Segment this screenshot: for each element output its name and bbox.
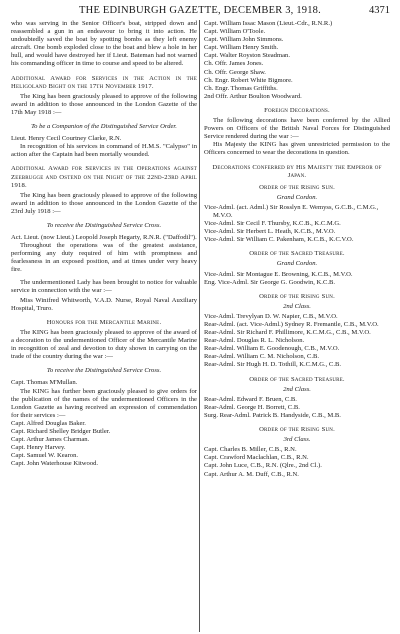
left-column-paragraph: Throughout the operations was of the greatest assistance, performing any duty required of him with promptness and fearlessness in an exposed position, and at times under very heavy fire.: [11, 242, 197, 274]
left-column-paragraph: The undermentioned Lady has been brought to notice for valuable service in connection with the war :—: [11, 278, 197, 294]
left-column: [11, 20, 197, 632]
right-column-paragraph: Ch. Offr. George Shaw.: [204, 68, 266, 76]
right-column-paragraph: Capt. Charles B. Miller, C.B., R.N.: [204, 446, 297, 454]
right-column-paragraph: Vice-Adml. Sir Cecil F. Thursby, K.C.B., K.C.M.G.: [204, 220, 341, 228]
column-divider: [199, 20, 200, 632]
left-column-paragraph: The King has been graciously pleased to approve of the following award in addition to those announced in the London Gazette of the 23rd July 1918 :—: [11, 191, 197, 215]
left-column-paragraph: Capt. Henry Harvey.: [11, 444, 66, 452]
left-column-paragraph: Capt. Alfred Douglas Baker.: [11, 419, 86, 427]
right-column-paragraph: Vice-Adml. Sir William C. Pakenham, K.C.B., K.C.V.O.: [204, 236, 354, 244]
right-column-paragraph: Rear-Adml. (act. Vice-Adml.) Sydney R. Fremantle, C.B., M.V.O.: [204, 321, 379, 328]
right-column-paragraph: Grand Cordon.: [276, 260, 318, 268]
right-column-paragraph: Ch. Engr. Robert White Bigmore.: [204, 76, 293, 84]
right-column-paragraph: Order of the Rising Sun.: [259, 426, 335, 434]
right-column-paragraph: Eng. Vice-Adml. Sir George G. Goodwin, K.C.B.: [204, 278, 336, 286]
right-column-paragraph: Capt. John Luce, C.B., R.N. (Qlre., 2nd Cl.).: [204, 462, 322, 470]
right-column-paragraph: Rear-Adml. William E. Goodenough, C.B., M.V.O.: [204, 345, 340, 353]
page-number: 4371: [369, 5, 390, 16]
right-column-paragraph: Vice-Adml. Sir Montague E. Browning, K.C.B., M.V.O.: [204, 270, 353, 278]
left-column-paragraph: To be a Companion of the Distinguished Service Order.: [31, 123, 177, 131]
right-column-paragraph: His Majesty the KING has given unrestricted permission to the Officers concerned to wear the decorations in question.: [204, 141, 390, 157]
right-column-paragraph: 3rd Class.: [283, 436, 311, 444]
right-column-paragraph: 2nd Class.: [283, 302, 311, 310]
right-column-paragraph: Grand Cordon.: [276, 193, 318, 201]
right-column-paragraph: Capt. William Henry Smith.: [204, 44, 279, 52]
left-column-paragraph: The King has been graciously pleased to approve of the following award in addition to those announced in the London Gazette of the 17th May 1918 :—: [11, 92, 197, 116]
right-column-paragraph: Rear-Adml. Douglas R. L. Nicholson.: [204, 337, 305, 345]
right-column-paragraph: Ch. Offr. James Jones.: [204, 60, 264, 68]
left-column-paragraph: The KING has been graciously pleased to approve of the award of a decoration to the undermentioned Officer of the Mercantile Marine in recognition of zeal and devotion to duty shown in carrying on the trade of the country during the war :—: [11, 329, 197, 361]
right-column-paragraph: Vice-Adml. Sir Herbert L. Heath, K.C.B., M.V.O.: [204, 228, 336, 236]
left-column-paragraph: who was serving in the Senior Officer's boat, stripped down and reassembled a gun in an endeavour to bring it into action. He undoubtedly saved the boat by spotting bombs as they left enemy aircraft. One bomb exploded close to the boat and blew a hole in her hull, and would have destroyed her if Lieut. Bateman had not warned his commanding officer in time to course and speed to be altered.: [11, 20, 197, 68]
left-column-paragraph: Act. Lieut. (now Lieut.) Leopold Joseph Hegarty, R.N.R. ("Daffodil").: [11, 234, 197, 242]
right-column-paragraph: Rear-Adml. Sir Richard F. Phillimore, K.C.M.G., C.B., M.V.O.: [204, 329, 371, 337]
gazette-title: THE EDINBURGH GAZETTE, DECEMBER 3, 1918.: [79, 5, 321, 16]
right-column-paragraph: Rear-Adml. Edward F. Bruen, C.B.: [204, 395, 297, 403]
left-column-paragraph: Lieut. Henry Cecil Courtney Clarke, R.N.: [11, 135, 122, 143]
right-column-paragraph: Rear-Adml. Sir Hugh H. D. Tothill, K.C.M.G., C.B.: [204, 361, 342, 369]
left-column-paragraph: Additional Award for Services in the Action in the Heligoland Bight on the 17th November 1917.: [11, 74, 197, 90]
right-column-paragraph: Surg. Rear-Adml. Patrick B. Handyside, C.B., M.B.: [204, 411, 341, 419]
right-column-paragraph: Order of the Sacred Treasure.: [249, 375, 345, 383]
left-column-paragraph: Capt. John Waterhouse Kitwood.: [11, 460, 99, 468]
left-column-paragraph: The KING has further been graciously pleased to give orders for the publication of the names of the undermentioned Officers in the London Gazette as having received an expression of commendation for their services :—: [11, 387, 197, 419]
right-column-paragraph: The following decorations have been conferred by the Allied Powers on Officers of the British Naval Forces for Distinguished Service rendered during the war :—: [204, 117, 390, 141]
right-column-paragraph: Ch. Engr. Thomas Griffiths.: [204, 84, 278, 92]
left-column-paragraph: Miss Winifred Whitworth, V.A.D. Nurse, Royal Naval Auxiliary Hospital, Truro.: [11, 296, 197, 312]
left-column-paragraph: To receive the Distinguished Service Cross.: [46, 221, 162, 229]
right-column-paragraph: Capt. William O'Toole.: [204, 28, 266, 36]
page-header: [10, 4, 390, 18]
right-column-paragraph: Capt. William Issac Mason (Lieut.-Cdr., R.N.R.): [204, 20, 333, 27]
right-column-paragraph: Capt. Walter Royston Steadman.: [204, 52, 290, 60]
right-column-paragraph: Vice-Adml. (act. Adml.) Sir Rosslyn E. Wemyss, G.C.B., C.M.G., M.V.O.: [204, 203, 379, 219]
left-column-paragraph: Additional Award for Services in the Operations against Zeebrugge and Ostend on the Night of the 22nd-23rd April 1918.: [11, 165, 197, 189]
right-column: [204, 20, 390, 632]
right-column-paragraph: Decorations Conferred by His Majesty the Emperor of Japan.: [212, 163, 382, 179]
right-column-paragraph: Capt. Crawford Maclachlan, C.B., R.N.: [204, 454, 309, 462]
left-column-paragraph: To receive the Distinguished Service Cross.: [46, 367, 162, 375]
right-column-paragraph: Foreign Decorations.: [264, 106, 330, 114]
right-column-paragraph: Rear-Adml. George H. Borrett, C.B.: [204, 403, 300, 411]
left-column-paragraph: In recognition of his services in command of H.M.S. "Calypso" in action after the Captain had been mortally wounded.: [11, 143, 197, 159]
right-column-paragraph: Order of the Rising Sun.: [259, 183, 335, 191]
left-column-paragraph: Capt. Arthur James Charman.: [11, 436, 90, 444]
left-column-paragraph: Capt. Thomas M'Mullan.: [11, 379, 78, 387]
right-column-paragraph: 2nd Offr. Arthur Boulton Woodward.: [204, 92, 302, 100]
right-column-paragraph: 2nd Class.: [283, 385, 311, 393]
right-column-paragraph: Capt. William John Simmons.: [204, 36, 284, 44]
right-column-paragraph: Order of the Rising Sun.: [259, 292, 335, 300]
right-column-paragraph: Capt. Arthur A. M. Duff, C.B., R.N.: [204, 470, 299, 478]
left-column-paragraph: Capt. Richard Shelley Bridger Butler.: [11, 428, 111, 436]
left-column-paragraph: Capt. Samuel W. Kearon.: [11, 452, 79, 460]
left-column-paragraph: Honours for the Mercantile Marine.: [46, 318, 162, 326]
right-column-paragraph: Rear-Adml. William C. M. Nicholson, C.B.: [204, 353, 320, 361]
right-column-paragraph: Vice-Adml. Trevylyan D. W. Napier, C.B., M.V.O.: [204, 312, 338, 320]
right-column-paragraph: Order of the Sacred Treasure.: [249, 250, 345, 258]
